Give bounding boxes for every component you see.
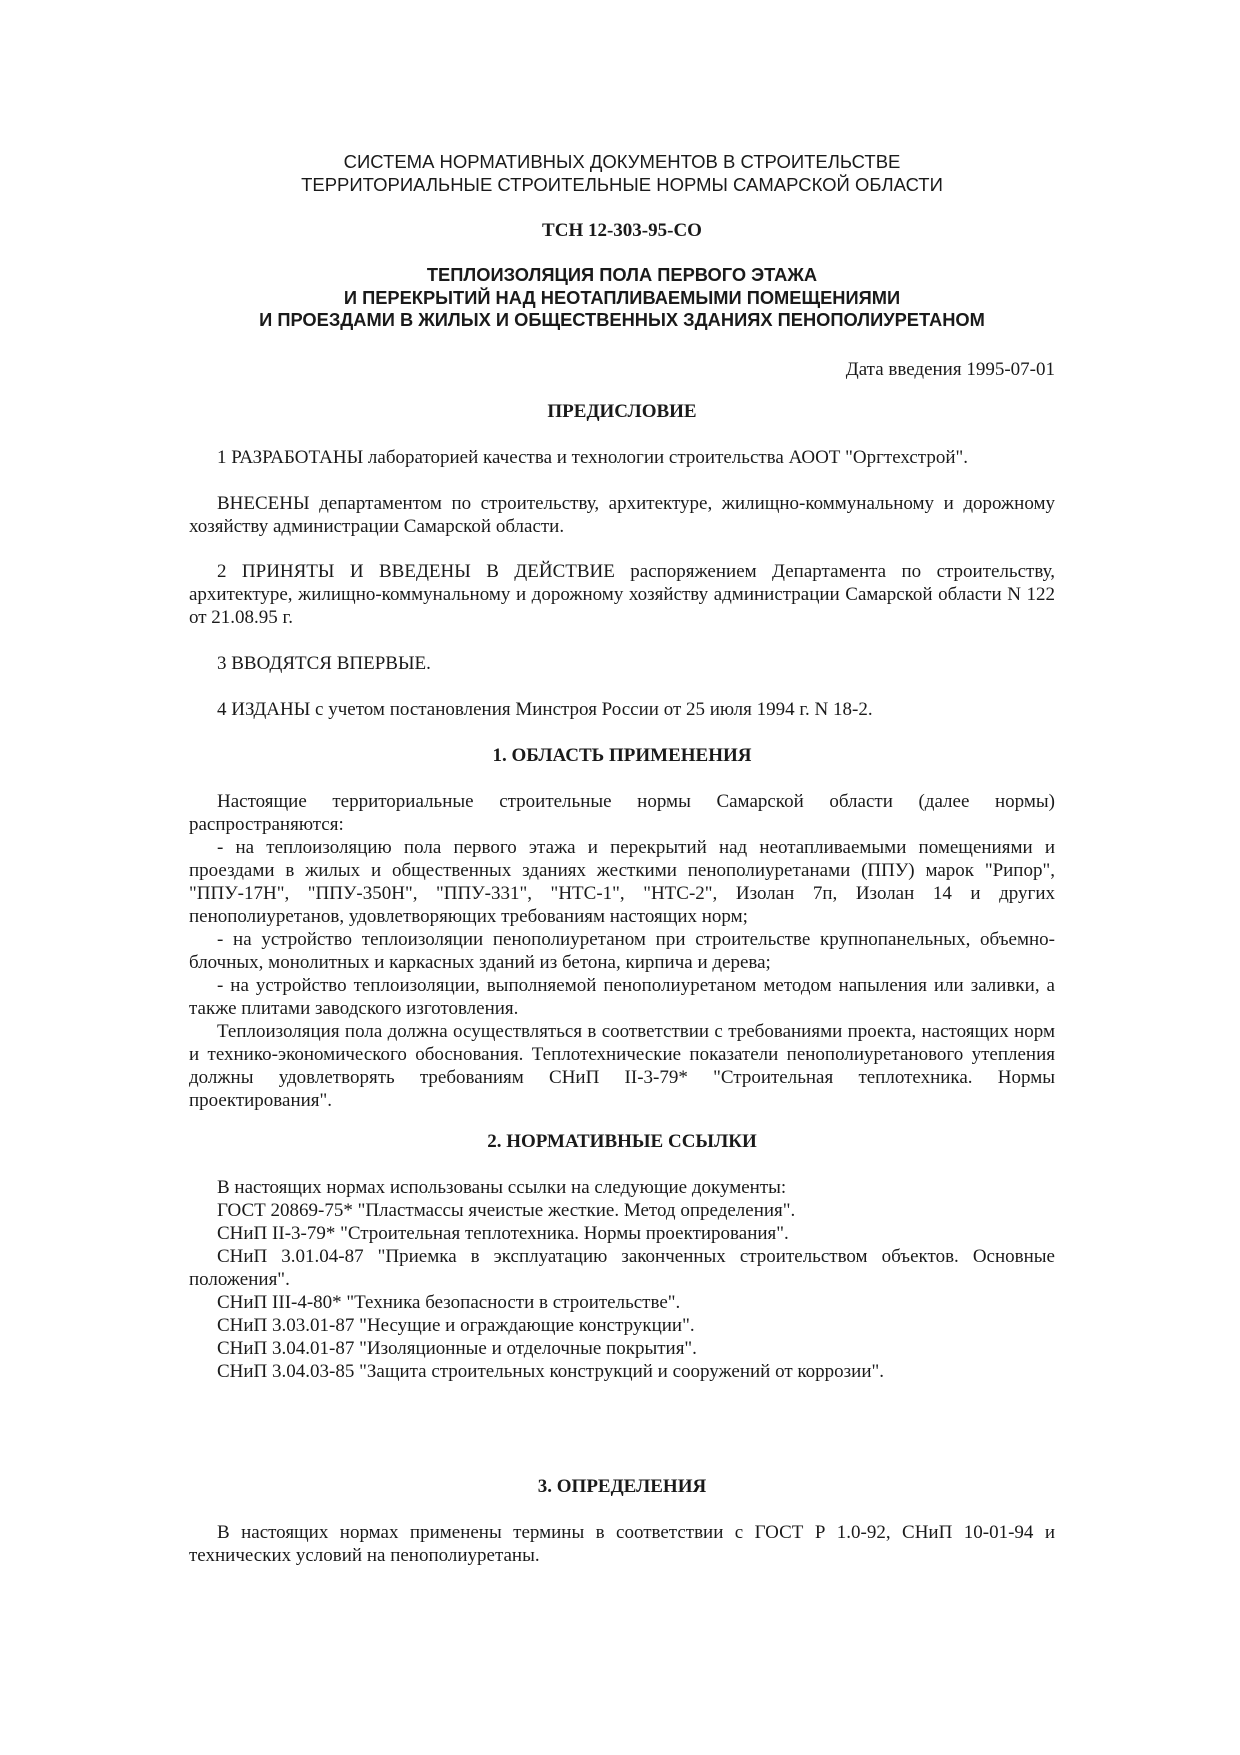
system-subtitle-line: ТЕРРИТОРИАЛЬНЫЕ СТРОИТЕЛЬНЫЕ НОРМЫ САМАРСКОЙ ОБЛАСТИ — [301, 174, 943, 195]
foreword-paragraph: ВНЕСЕНЫ департаментом по строительству, архитектуре, жилищно-коммунальному и дорожному хозяйству администрации Самарской области. — [189, 493, 1055, 537]
foreword-paragraph: 3 ВВОДЯТСЯ ВПЕРВЫЕ. — [217, 653, 431, 674]
section-1-paragraph: - на устройство теплоизоляции пенополиуретаном при строительстве крупнопанельных, объемно-блочных, монолитных и каркасных зданий из бетона, кирпича и дерева; — [189, 929, 1055, 973]
reference-line: СНиП 3.03.01-87 "Несущие и ограждающие конструкции". — [217, 1315, 695, 1336]
reference-line: СНиП 3.04.03-85 "Защита строительных конструкций и сооружений от коррозии". — [217, 1361, 885, 1382]
foreword-paragraph: 2 ПРИНЯТЫ И ВВЕДЕНЫ В ДЕЙСТВИЕ распоряжением Департамента по строительству, архитектуре, жилищно-коммунальному и дорожному хозяйству администрации Самарской области N 122 от 21.08.95 г. — [189, 561, 1055, 628]
document-code: ТСН 12-303-95-СО — [542, 220, 702, 241]
section-2-heading: 2. НОРМАТИВНЫЕ ССЫЛКИ — [487, 1131, 757, 1152]
foreword-paragraph: 1 РАЗРАБОТАНЫ лабораторией качества и технологии строительства АООТ "Оргтехстрой". — [217, 447, 969, 468]
reference-line: СНиП 3.01.04-87 "Приемка в эксплуатацию законченных строительством объектов. Основные положения". — [189, 1246, 1055, 1290]
document-title-line: ТЕПЛОИЗОЛЯЦИЯ ПОЛА ПЕРВОГО ЭТАЖА — [426, 264, 818, 285]
system-header — [189, 150, 1055, 196]
section-1-paragraph: - на теплоизоляцию пола первого этажа и перекрытий над неотапливаемыми помещениями и проездами в жилых и общественных зданиях жесткими пенополиуретанами (ППУ) марок "Рипор", "ППУ-17Н", "ППУ-350Н", "ППУ-331", "НТС-1", "НТС-2", Изолан 7п, Изолан 14 и других пенополиуретанов, удовлетворяющих требованиям настоящих норм; — [189, 837, 1055, 927]
foreword-heading: ПРЕДИСЛОВИЕ — [547, 401, 697, 422]
document-title — [189, 264, 1055, 332]
reference-line: ГОСТ 20869-75* "Пластмассы ячеистые жесткие. Метод определения". — [217, 1200, 796, 1221]
section-1-paragraph: - на устройство теплоизоляции, выполняемой пенополиуретаном методом напыления или заливки, а также плитами заводского изготовления. — [189, 975, 1055, 1019]
reference-line: СНиП II-3-79* "Строительная теплотехника. Нормы проектирования". — [217, 1223, 789, 1244]
section-3-paragraph: В настоящих нормах применены термины в соответствии с ГОСТ Р 1.0-92, СНиП 10-01-94 и технических условий на пенополиуретаны. — [189, 1522, 1055, 1566]
reference-line: СНиП 3.04.01-87 "Изоляционные и отделочные покрытия". — [217, 1338, 697, 1359]
system-title-line: СИСТЕМА НОРМАТИВНЫХ ДОКУМЕНТОВ В СТРОИТЕЛЬСТВЕ — [343, 151, 901, 172]
reference-line: В настоящих нормах использованы ссылки на следующие документы: — [217, 1177, 787, 1198]
document-title-line: И ПРОЕЗДАМИ В ЖИЛЫХ И ОБЩЕСТВЕННЫХ ЗДАНИЯХ ПЕНОПОЛИУРЕТАНОМ — [259, 309, 985, 330]
section-1-heading: 1. ОБЛАСТЬ ПРИМЕНЕНИЯ — [492, 745, 752, 766]
introduction-date: Дата введения 1995-07-01 — [845, 359, 1055, 380]
foreword-paragraph: 4 ИЗДАНЫ с учетом постановления Минстроя России от 25 июля 1994 г. N 18-2. — [217, 699, 873, 720]
section-3-heading: 3. ОПРЕДЕЛЕНИЯ — [537, 1476, 707, 1497]
reference-line: СНиП III-4-80* "Техника безопасности в строительстве". — [217, 1292, 681, 1313]
document-title-line: И ПЕРЕКРЫТИЙ НАД НЕОТАПЛИВАЕМЫМИ ПОМЕЩЕНИЯМИ — [343, 286, 901, 308]
section-1-paragraph: Теплоизоляция пола должна осуществляться в соответствии с требованиями проекта, настоящих норм и технико-экономического обоснования. Теплотехнические показатели пенополиуретанового утепления должны удовлетворять требованиям СНиП II-3-79* "Строительная теплотехника. Нормы проектирования". — [189, 1021, 1055, 1111]
section-1-paragraph: Настоящие территориальные строительные нормы Самарской области (далее нормы) распространяются: — [189, 791, 1055, 835]
